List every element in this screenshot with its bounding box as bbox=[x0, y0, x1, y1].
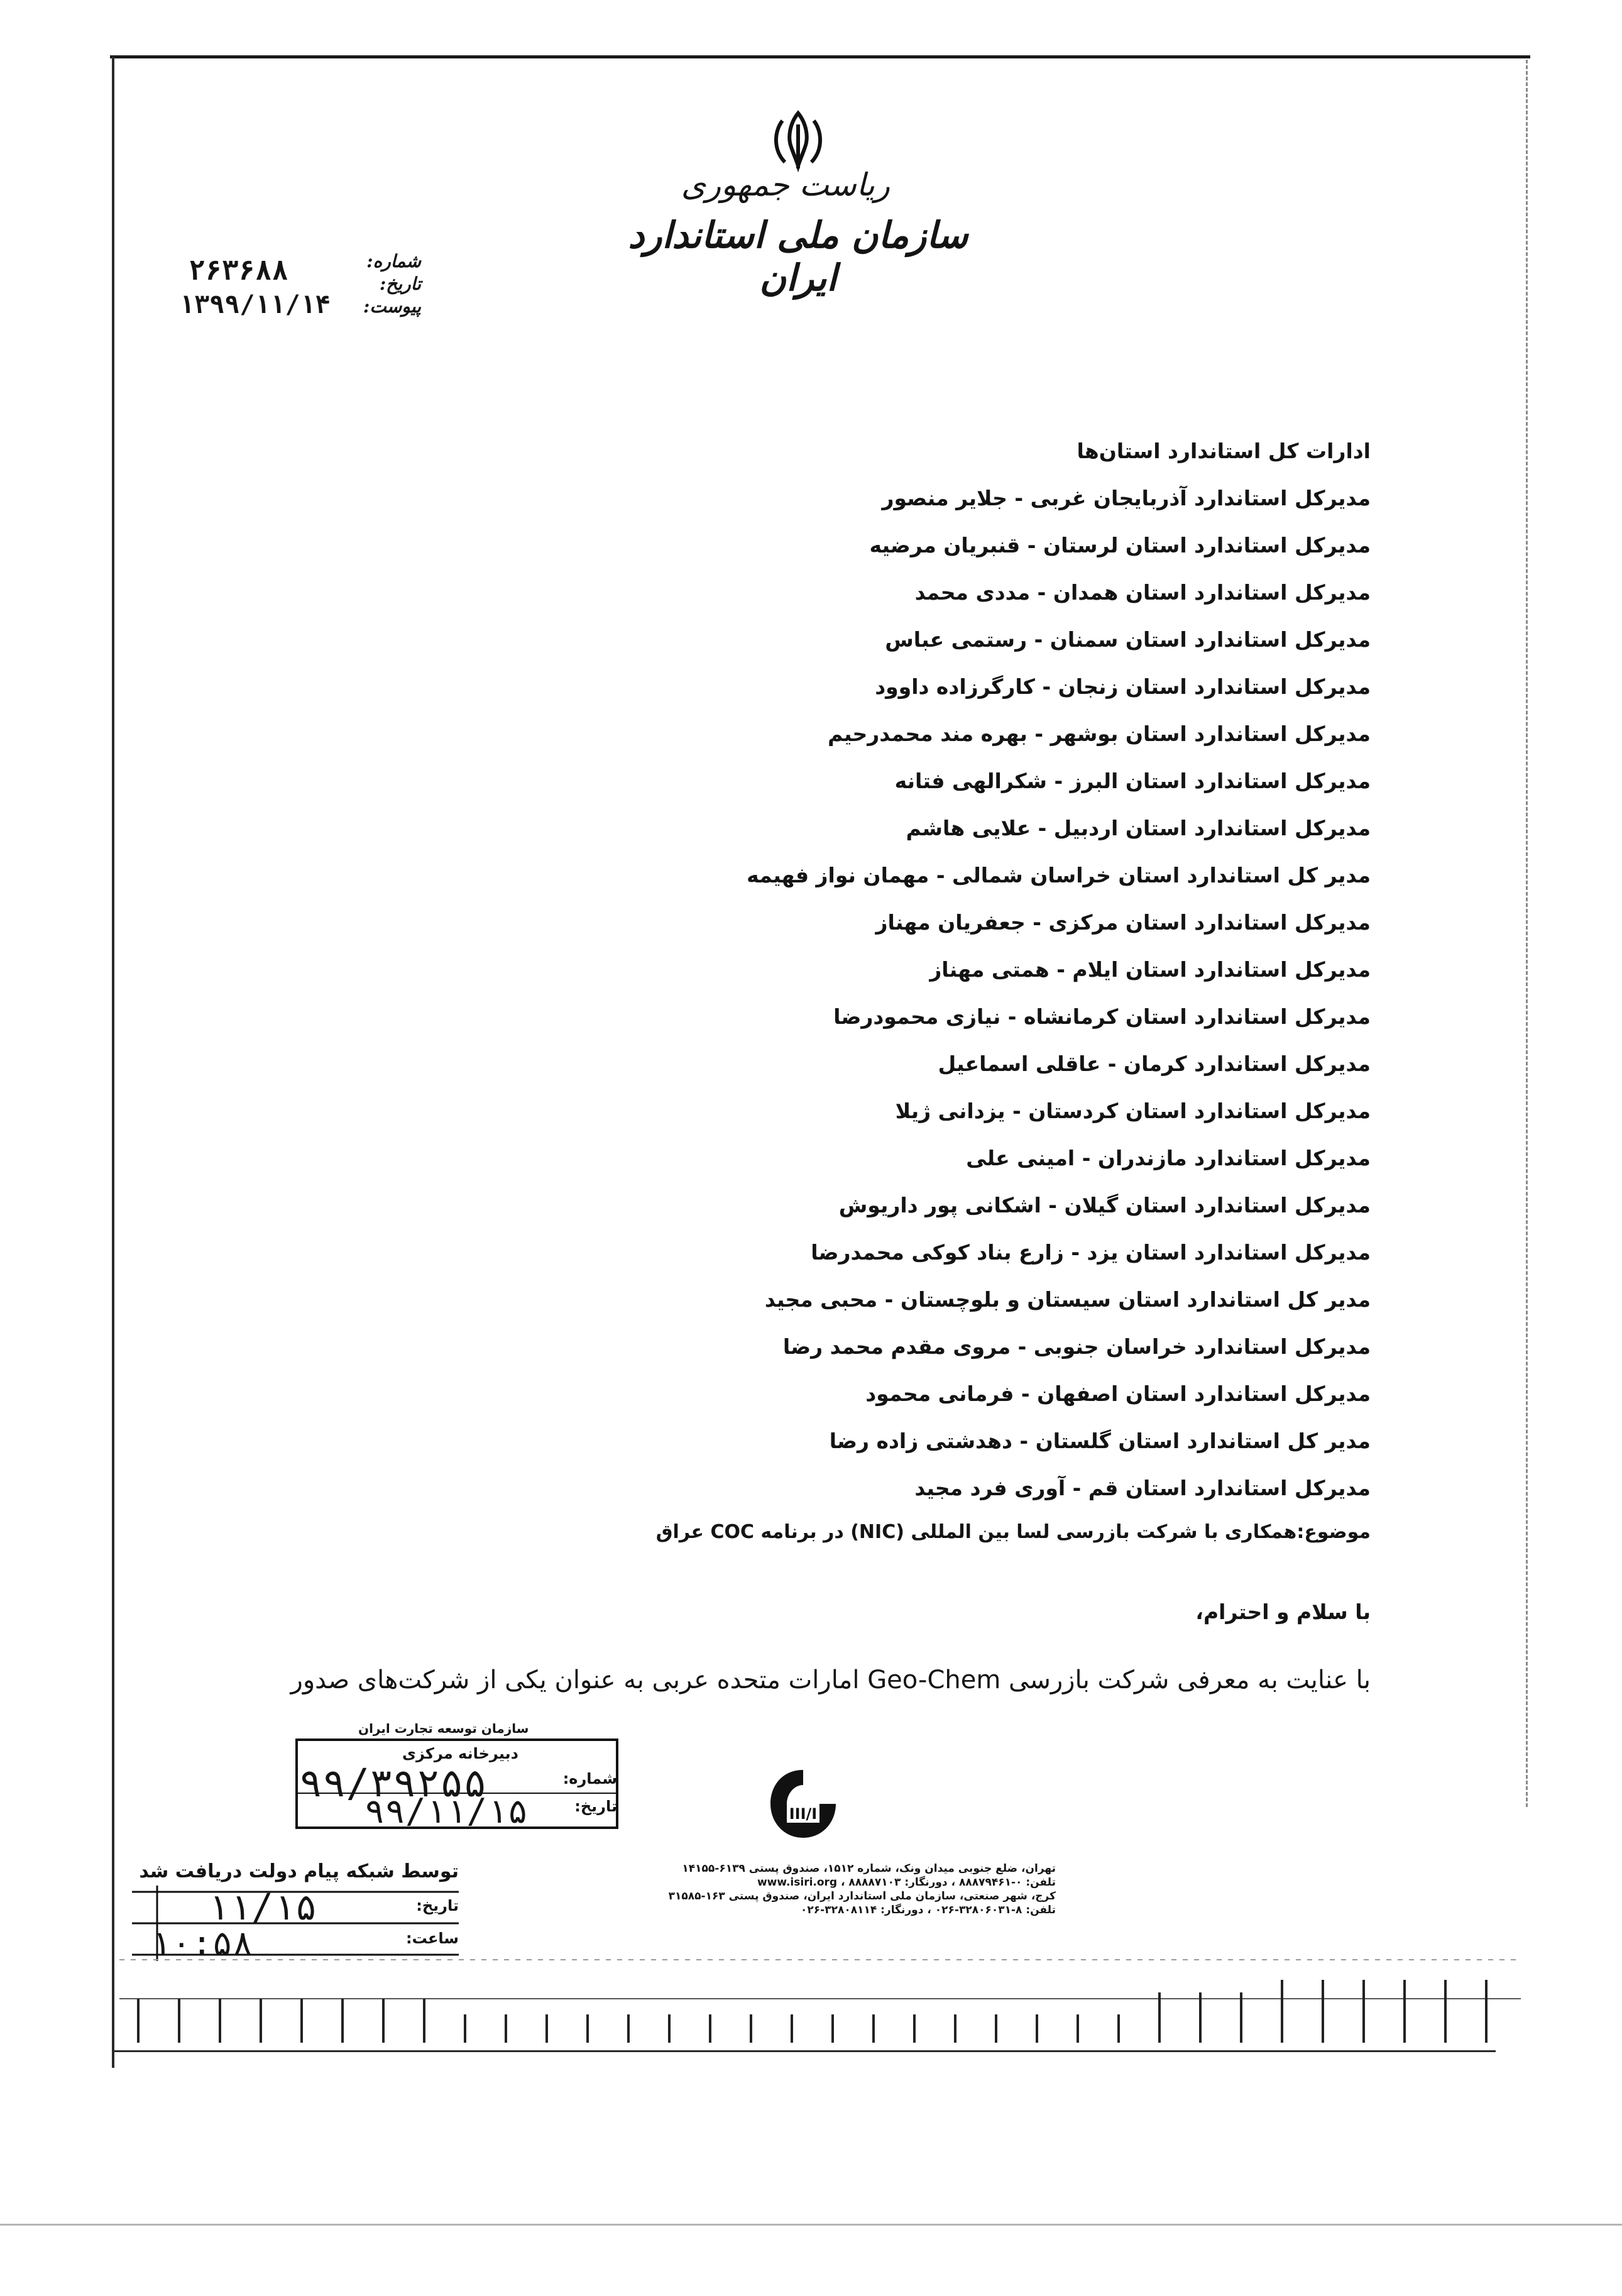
bottom-tick-marks bbox=[119, 1955, 1521, 2049]
stamp-date-value: ۹۹/۱۱/۱۵ bbox=[364, 1791, 529, 1831]
footer-line: تلفن: ۰-۸۸۸۷۹۴۶۱ ، دورنگار: ۸۸۸۸۷۱۰۳ ، www.isiri.org bbox=[757, 1876, 1056, 1889]
letter-body: با عنایت به معرفی شرکت بازرسی Geo-Chem امارات متحده عربی به عنوان یکی از شرکت‌های صدور bbox=[290, 1666, 1371, 1695]
recipient-line: مدیرکل استاندارد استان اردبیل - علایی هاشم bbox=[906, 816, 1371, 840]
network-stamp-time-label: ساعت: bbox=[405, 1930, 459, 1947]
recipient-line: مدیرکل استاندارد استان البرز - شکرالهی فتانه bbox=[894, 769, 1371, 793]
stamp-org: سازمان توسعه تجارت ایران bbox=[358, 1721, 529, 1736]
letter-subject: موضوع:همکاری با شرکت بازرسی لسا بین المللی (NIC) در برنامه COC عراق bbox=[655, 1521, 1371, 1543]
network-stamp-date-label: تاریخ: bbox=[416, 1897, 459, 1914]
recipient-line: مدیر کل استاندارد استان سیستان و بلوچستان - محبی مجید bbox=[764, 1287, 1371, 1312]
stamp-date-label: تاریخ: bbox=[574, 1798, 617, 1815]
recipient-line: مدیرکل استاندارد استان کرمانشاه - نیازی محمودرضا bbox=[833, 1004, 1371, 1029]
label-date: تاریخ: bbox=[379, 273, 421, 294]
recipient-line: مدیرکل استاندارد کرمان - عاقلی اسماعیل bbox=[938, 1052, 1371, 1076]
recipient-line: مدیرکل استاندارد آذربایجان غربی - جلایر منصور bbox=[882, 486, 1371, 510]
svg-text:III/I: III/I bbox=[789, 1805, 818, 1823]
footer-line: کرج، شهر صنعتی، سازمان ملی استاندارد ایران، صندوق پستی ۱۶۳-۳۱۵۸۵ bbox=[668, 1890, 1056, 1903]
recipient-line: مدیرکل استاندارد استان زنجان - کارگرزاده داوود bbox=[875, 674, 1371, 699]
stamp-dept: دبیرخانه مرکزی bbox=[402, 1745, 518, 1762]
label-number: شماره: bbox=[366, 251, 421, 272]
recipient-line: مدیرکل استاندارد استان قم - آوری فرد مجید bbox=[914, 1476, 1371, 1500]
recipient-line: مدیرکل استاندارد استان یزد - زارع بناد کوکی محمدرضا bbox=[811, 1240, 1371, 1265]
footer-address bbox=[540, 1862, 1056, 1917]
recipient-line: مدیرکل استاندارد مازندران - امینی علی bbox=[966, 1146, 1371, 1170]
recipient-line: مدیرکل استاندارد استان همدان - مددی محمد bbox=[914, 580, 1371, 605]
received-stamp bbox=[295, 1721, 622, 1831]
recipient-line: مدیرکل استاندارد استان مرکزی - جعفریان مهناز bbox=[875, 910, 1371, 935]
page-border-top bbox=[110, 55, 1530, 58]
label-attachment: پیوست: bbox=[363, 296, 421, 317]
stamp-number-label: شماره: bbox=[562, 1770, 617, 1788]
letter-date: ۱۳۹۹/۱۱/۱۴ bbox=[179, 290, 331, 319]
recipient-list bbox=[365, 427, 1371, 1512]
recipient-line: مدیرکل استاندارد استان لرستان - قنبریان مرضیه bbox=[869, 533, 1371, 558]
page-border-left bbox=[112, 57, 114, 2068]
recipient-line: مدیرکل استاندارد استان کردستان - یزدانی ژیلا bbox=[895, 1099, 1371, 1123]
recipient-line: مدیر کل استاندارد استان گلستان - دهدشتی زاده رضا bbox=[829, 1429, 1371, 1453]
network-stamp-title: توسط شبکه پیام دولت دریافت شد bbox=[139, 1860, 459, 1882]
isiri-logo-icon bbox=[765, 1766, 841, 1842]
recipient-line: مدیرکل استاندارد استان اصفهان - فرمانی محمود bbox=[865, 1381, 1371, 1406]
recipient-line: مدیرکل استاندارد استان ایلام - همتی مهناز bbox=[929, 957, 1371, 982]
network-stamp-date-value: ۱۱/۱۵ bbox=[207, 1886, 317, 1928]
iran-emblem-icon bbox=[764, 106, 833, 175]
letter-greeting: با سلام و احترام، bbox=[1195, 1600, 1371, 1624]
footer-line: تلفن: ۸-۳۲۸۰۶۰۳۱-۰۲۶ ، دورنگار: ۳۲۸۰۸۱۱۴-۰۲۶ bbox=[801, 1904, 1056, 1916]
recipient-line: ادارات کل استاندارد استان‌ها bbox=[1077, 439, 1371, 463]
stamp-number-value: ۹۹/۳۹۲۵۵ bbox=[299, 1760, 487, 1806]
page-edge bbox=[0, 2224, 1622, 2226]
recipient-line: مدیرکل استاندارد استان بوشهر - بهره مند محمدرحیم bbox=[828, 722, 1371, 746]
header-line-presidency: ریاست جمهوری bbox=[681, 167, 890, 203]
letter-meta-labels bbox=[352, 250, 421, 318]
letter-number: ۲۶۳۶۸۸ bbox=[189, 255, 288, 287]
header-line-organization: سازمان ملی استاندارد ایران bbox=[628, 214, 968, 299]
footer-line: تهران، ضلع جنوبی میدان ونک، شماره ۱۵۱۲، صندوق پستی ۶۱۳۹-۱۴۱۵۵ bbox=[682, 1862, 1056, 1875]
recipient-line: مدیرکل استاندارد استان گیلان - اشکانی پور داریوش bbox=[838, 1193, 1371, 1217]
recipient-line: مدیرکل استاندارد خراسان جنوبی - مروی مقدم محمد رضا bbox=[782, 1334, 1371, 1359]
page-border-right bbox=[1526, 60, 1528, 1807]
network-stamp-time-value: ۱۰:۵۸ bbox=[151, 1923, 253, 1963]
recipient-line: مدیرکل استاندارد استان سمنان - رستمی عباس bbox=[885, 627, 1371, 652]
page-border-bottom bbox=[113, 2050, 1496, 2052]
recipient-line: مدیر کل استاندارد استان خراسان شمالی - مهمان نواز فهیمه bbox=[747, 863, 1371, 887]
